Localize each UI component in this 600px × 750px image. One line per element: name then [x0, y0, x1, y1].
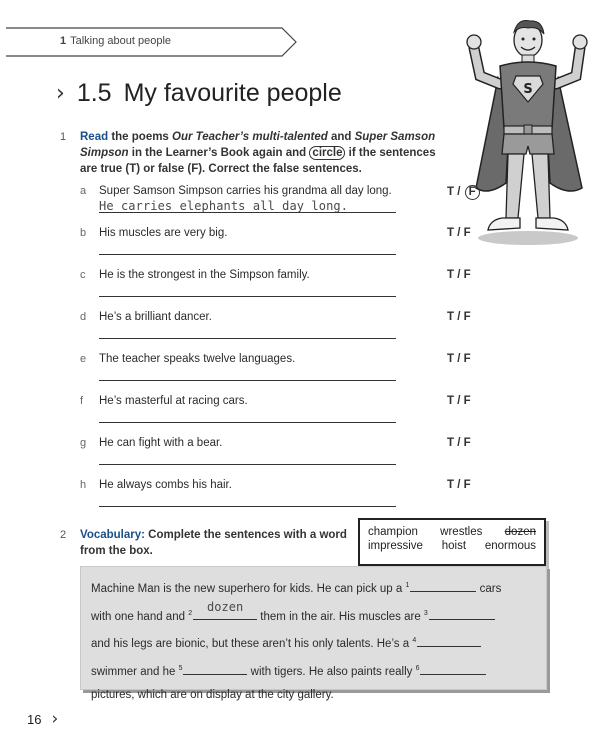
blank-2[interactable] — [193, 600, 257, 620]
unit-label: 1 Talking about people — [60, 35, 172, 47]
true-false-choice[interactable]: T / F — [447, 185, 480, 200]
true-false-choice[interactable]: T / F — [447, 395, 471, 407]
word-used: dozen — [504, 526, 536, 538]
list-item: a Super Samson Simpson carries his grandma all day long. T / F He carries elephants all day long. — [80, 185, 480, 225]
list-item: e The teacher speaks twelve languages. T / F — [80, 353, 480, 393]
word: impressive — [368, 540, 423, 552]
statement: He’s masterful at racing cars. — [99, 395, 248, 407]
handwritten-correction: He carries elephants all day long. — [99, 199, 349, 213]
true-false-choice[interactable]: T / F — [447, 437, 471, 449]
answer-line[interactable] — [99, 254, 396, 255]
word: enormous — [484, 540, 536, 552]
circled-answer: F — [465, 185, 480, 200]
list-item: h He always combs his hair. T / F — [80, 479, 480, 519]
word: wrestles — [440, 526, 483, 538]
list-item: g He can fight with a bear. T / F — [80, 437, 480, 477]
word-box — [358, 518, 546, 566]
list-item: d He’s a brilliant dancer. T / F — [80, 311, 480, 351]
unit-banner — [6, 27, 298, 57]
page-number: 16 — [27, 711, 42, 727]
statement: He’s a brilliant dancer. — [99, 311, 212, 323]
statement: Super Samson Simpson carries his grandma all day long. — [99, 185, 392, 197]
blank-5[interactable] — [183, 663, 247, 675]
true-false-choice[interactable]: T / F — [447, 353, 471, 365]
answer-line[interactable] — [99, 380, 396, 381]
statement: He always combs his hair. — [99, 479, 232, 491]
true-false-choice[interactable]: T / F — [447, 227, 471, 239]
page-footer — [27, 709, 58, 729]
list-item: c He is the strongest in the Simpson family. T / F — [80, 269, 480, 309]
list-item: b His muscles are very big. T / F — [80, 227, 480, 267]
section-number: 1.5 — [76, 78, 112, 107]
true-false-choice[interactable]: T / F — [447, 311, 471, 323]
statement: His muscles are very big. — [99, 227, 228, 239]
blank-3[interactable] — [429, 608, 495, 620]
statement: He is the strongest in the Simpson family. — [99, 269, 310, 281]
statement: He can fight with a bear. — [99, 437, 223, 449]
blank-4[interactable] — [417, 635, 481, 647]
chest-emblem: S — [523, 82, 533, 97]
blank-6[interactable] — [420, 663, 486, 675]
question-2-instructions: Vocabulary: Complete the sentences with a word from the box. — [80, 529, 347, 557]
answer-line[interactable] — [99, 422, 396, 423]
statement: The teacher speaks twelve languages. — [99, 353, 296, 365]
handwritten-answer: dozen — [207, 600, 244, 614]
question-2-number: 2 — [60, 529, 67, 541]
cloze-passage: Machine Man is the new superhero for kids. He can pick up a $^1$ cars with one hand and $^2$ dozen them in the air. His muscles are $^3$ and his legs are bionic, but these aren’t his only talents. He’s a $^4$ swimmer and he $^5$ with tigers. He also paints really $^6$ pictures, which are on display at the city gallery. — [80, 566, 547, 690]
chevron-right-icon: › — [56, 80, 65, 106]
answer-line[interactable] — [99, 464, 396, 465]
answer-line[interactable] — [99, 338, 396, 339]
word: hoist — [441, 540, 467, 552]
question-1-instructions: Read the poems Our Teacher’s multi-talented and Super Samson Simpson in the Learner’s Book again and circle if the sentences are true (T) or false (F). Correct the false sentences. — [80, 131, 436, 175]
blank-1[interactable] — [410, 580, 476, 592]
chevron-right-icon: › — [51, 709, 59, 729]
answer-line[interactable] — [99, 506, 396, 507]
question-1-number: 1 — [60, 131, 67, 143]
page-title: My favourite people — [123, 78, 342, 107]
circle-word: circle — [309, 146, 345, 160]
word: champion — [368, 526, 418, 538]
true-false-choice[interactable]: T / F — [447, 269, 471, 281]
section-heading — [56, 76, 342, 110]
list-item: f He’s masterful at racing cars. T / F — [80, 395, 480, 435]
answer-line[interactable] — [99, 212, 396, 213]
answer-line[interactable] — [99, 296, 396, 297]
true-false-choice[interactable]: T / F — [447, 479, 471, 491]
